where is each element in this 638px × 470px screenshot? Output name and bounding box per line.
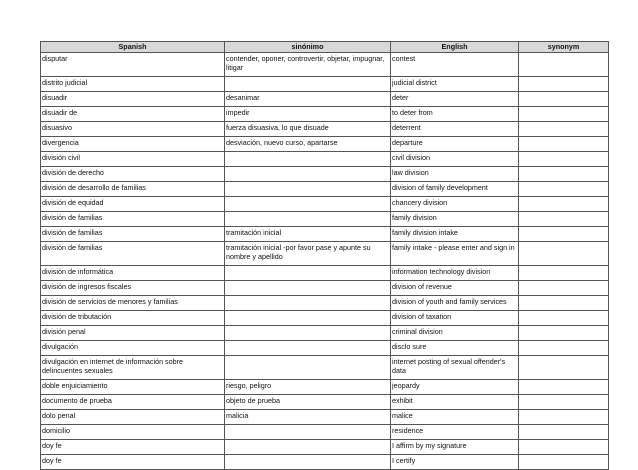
cell-english: disclo sure — [391, 341, 519, 356]
cell-english: law division — [391, 167, 519, 182]
table-row — [41, 92, 609, 107]
cell-sinonimo — [225, 167, 391, 182]
cell-english: residence — [391, 425, 519, 440]
header-sinonimo: sinónimo — [225, 42, 391, 53]
header-spanish: Spanish — [41, 42, 225, 53]
table-row — [41, 53, 609, 77]
cell-synonym — [519, 341, 609, 356]
cell-sinonimo — [225, 197, 391, 212]
cell-spanish: doy fe — [41, 440, 225, 455]
header-row — [41, 42, 609, 53]
cell-spanish: divulgación en internet de información sobre delincuentes sexuales — [41, 356, 225, 380]
cell-synonym — [519, 242, 609, 266]
cell-sinonimo — [225, 341, 391, 356]
table-body — [41, 53, 609, 470]
cell-sinonimo: fuerza disuasiva, lo que disuade — [225, 122, 391, 137]
cell-spanish: doy fe — [41, 455, 225, 470]
cell-english: deterrent — [391, 122, 519, 137]
table-row — [41, 152, 609, 167]
cell-english: deter — [391, 92, 519, 107]
table-row — [41, 107, 609, 122]
cell-spanish: disputar — [41, 53, 225, 77]
table-row — [41, 380, 609, 395]
cell-english: to deter from — [391, 107, 519, 122]
cell-english: division of revenue — [391, 281, 519, 296]
table-row — [41, 395, 609, 410]
cell-english: I affirm by my signature — [391, 440, 519, 455]
cell-synonym — [519, 137, 609, 152]
cell-sinonimo — [225, 356, 391, 380]
cell-synonym — [519, 356, 609, 380]
cell-synonym — [519, 122, 609, 137]
cell-synonym — [519, 197, 609, 212]
cell-sinonimo — [225, 212, 391, 227]
header-english: English — [391, 42, 519, 53]
cell-english: exhibit — [391, 395, 519, 410]
cell-english: malice — [391, 410, 519, 425]
table-row — [41, 182, 609, 197]
cell-synonym — [519, 326, 609, 341]
cell-synonym — [519, 425, 609, 440]
cell-sinonimo — [225, 182, 391, 197]
cell-spanish: dolo penal — [41, 410, 225, 425]
cell-sinonimo — [225, 326, 391, 341]
cell-spanish: división de equidad — [41, 197, 225, 212]
cell-synonym — [519, 77, 609, 92]
cell-spanish: divergencia — [41, 137, 225, 152]
cell-english: jeopardy — [391, 380, 519, 395]
cell-spanish: división de familias — [41, 242, 225, 266]
glossary-table — [40, 41, 609, 470]
table-row — [41, 242, 609, 266]
cell-synonym — [519, 212, 609, 227]
cell-spanish: división penal — [41, 326, 225, 341]
cell-spanish: división de familias — [41, 227, 225, 242]
table-row — [41, 341, 609, 356]
table-row — [41, 440, 609, 455]
cell-english: information technology division — [391, 266, 519, 281]
table-row — [41, 455, 609, 470]
cell-english: departure — [391, 137, 519, 152]
cell-english: I certify — [391, 455, 519, 470]
cell-spanish: división de derecho — [41, 167, 225, 182]
cell-spanish: división de ingresos fiscales — [41, 281, 225, 296]
cell-english: civil division — [391, 152, 519, 167]
cell-spanish: división de servicios de menores y familias — [41, 296, 225, 311]
cell-sinonimo — [225, 266, 391, 281]
cell-sinonimo: tramitación inicial — [225, 227, 391, 242]
table-row — [41, 197, 609, 212]
cell-synonym — [519, 281, 609, 296]
table-row — [41, 212, 609, 227]
cell-spanish: división civil — [41, 152, 225, 167]
cell-spanish: doble enjuiciamiento — [41, 380, 225, 395]
cell-synonym — [519, 266, 609, 281]
cell-english: contest — [391, 53, 519, 77]
cell-sinonimo — [225, 296, 391, 311]
cell-synonym — [519, 395, 609, 410]
cell-sinonimo — [225, 152, 391, 167]
cell-sinonimo — [225, 311, 391, 326]
cell-sinonimo — [225, 425, 391, 440]
cell-synonym — [519, 182, 609, 197]
table-row — [41, 77, 609, 92]
cell-spanish: disuadir de — [41, 107, 225, 122]
cell-synonym — [519, 296, 609, 311]
cell-spanish: disuadir — [41, 92, 225, 107]
cell-english: division of youth and family services — [391, 296, 519, 311]
cell-spanish: distrito judicial — [41, 77, 225, 92]
cell-sinonimo: objeto de prueba — [225, 395, 391, 410]
table-row — [41, 326, 609, 341]
cell-synonym — [519, 167, 609, 182]
cell-spanish: disuasivo — [41, 122, 225, 137]
cell-sinonimo: riesgo, peligro — [225, 380, 391, 395]
cell-sinonimo: malicia — [225, 410, 391, 425]
cell-synonym — [519, 152, 609, 167]
header-synonym: synonym — [519, 42, 609, 53]
cell-synonym — [519, 227, 609, 242]
cell-english: chancery division — [391, 197, 519, 212]
cell-english: family intake - please enter and sign in — [391, 242, 519, 266]
cell-sinonimo: desanimar — [225, 92, 391, 107]
cell-spanish: domicilio — [41, 425, 225, 440]
cell-spanish: división de familias — [41, 212, 225, 227]
cell-sinonimo — [225, 440, 391, 455]
cell-synonym — [519, 455, 609, 470]
cell-spanish: división de desarrollo de familias — [41, 182, 225, 197]
table-row — [41, 137, 609, 152]
table-row — [41, 311, 609, 326]
table-row — [41, 167, 609, 182]
cell-synonym — [519, 53, 609, 77]
cell-english: family division — [391, 212, 519, 227]
cell-sinonimo: tramitación inicial -por favor pase y apunte su nombre y apellido — [225, 242, 391, 266]
table-row — [41, 266, 609, 281]
cell-sinonimo: contender, oponer, controvertir, objetar, impugnar, litigar — [225, 53, 391, 77]
cell-english: criminal division — [391, 326, 519, 341]
cell-sinonimo — [225, 281, 391, 296]
cell-spanish: documento de prueba — [41, 395, 225, 410]
table-row — [41, 356, 609, 380]
cell-synonym — [519, 410, 609, 425]
cell-synonym — [519, 380, 609, 395]
cell-english: division of taxation — [391, 311, 519, 326]
cell-spanish: división de tributación — [41, 311, 225, 326]
cell-sinonimo — [225, 77, 391, 92]
table-row — [41, 227, 609, 242]
cell-spanish: división de informática — [41, 266, 225, 281]
cell-sinonimo: desviación, nuevo curso, apartarse — [225, 137, 391, 152]
cell-synonym — [519, 92, 609, 107]
cell-english: judicial district — [391, 77, 519, 92]
cell-synonym — [519, 440, 609, 455]
cell-sinonimo — [225, 455, 391, 470]
table-row — [41, 296, 609, 311]
cell-synonym — [519, 311, 609, 326]
cell-english: family division intake — [391, 227, 519, 242]
table-row — [41, 410, 609, 425]
table-row — [41, 281, 609, 296]
cell-english: division of family development — [391, 182, 519, 197]
cell-spanish: divulgación — [41, 341, 225, 356]
cell-sinonimo: impedir — [225, 107, 391, 122]
table-row — [41, 425, 609, 440]
table-row — [41, 122, 609, 137]
cell-synonym — [519, 107, 609, 122]
cell-english: internet posting of sexual offender's data — [391, 356, 519, 380]
